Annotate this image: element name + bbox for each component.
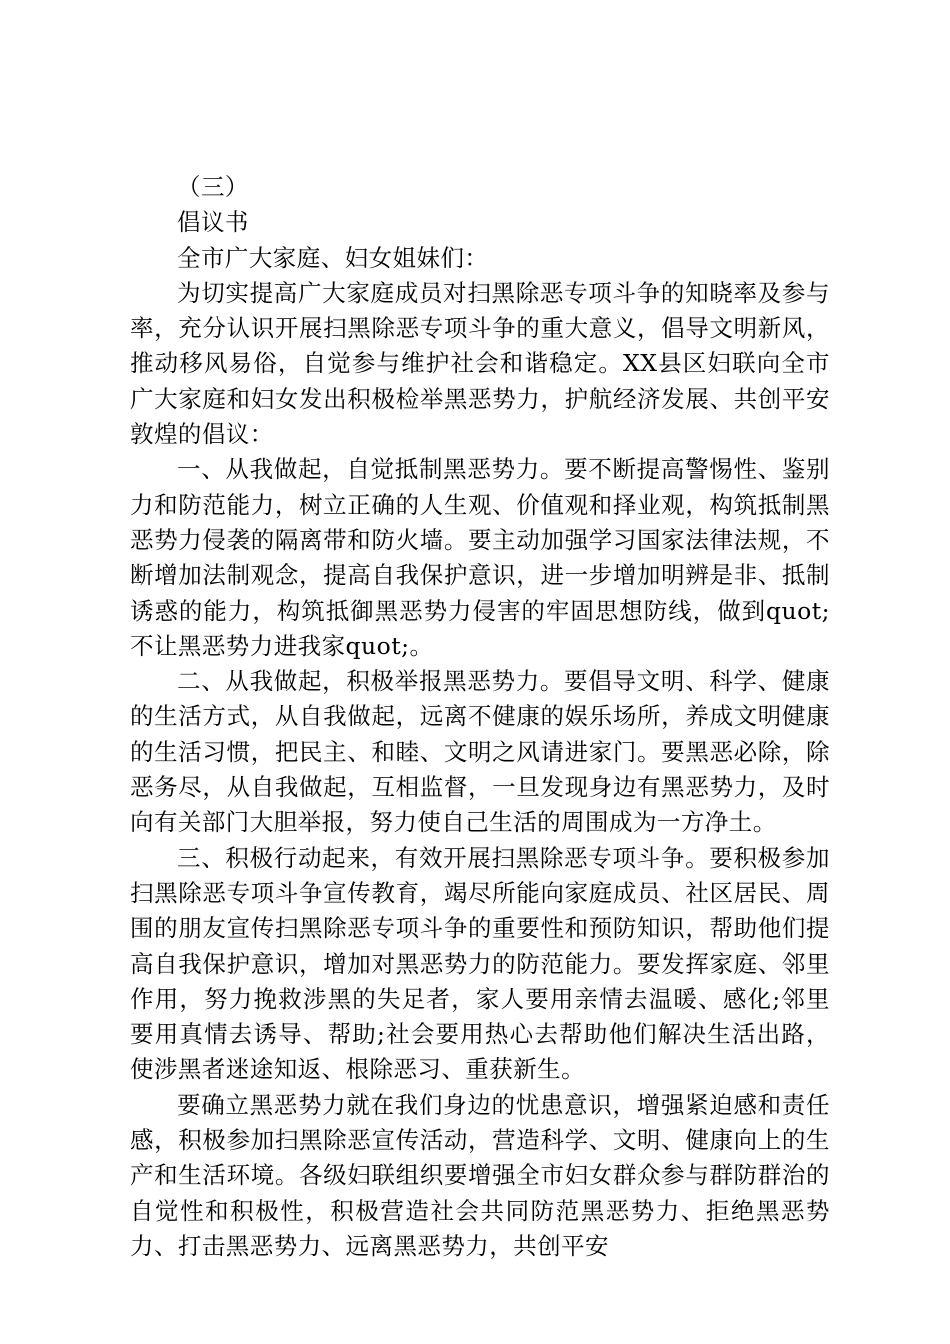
- paragraph-closing: 要确立黑恶势力就在我们身边的忧患意识，增强紧迫感和责任感，积极参加扫黑除恶宣传活动，营造科学、文明、健康向上的生产和生活环境。各级妇联组织要增强全市妇女群众参与群防群治的自觉性和积极性，积极营造社会共同防范黑恶势力、拒绝黑恶势力、打击黑恶势力、远离黑恶势力，共创平安: [130, 1090, 830, 1260]
- salutation: 全市广大家庭、妇女姐妹们：: [177, 243, 489, 272]
- document-body: [130, 170, 830, 1264]
- paragraph-point-1: 一、从我做起，自觉抵制黑恶势力。要不断提高警惕性、鉴别力和防范能力，树立正确的人生观、价值观和择业观，构筑抵制黑恶势力侵袭的隔离带和防火墙。要主动加强学习国家法律法规，不断增加法制观念，提高自我保护意识，进一步增加明辨是非、抵制诱惑的能力，构筑抵御黑恶势力侵害的牢固思想防线，做到quot;不让黑恶势力进我家quot;。: [130, 455, 830, 660]
- paragraph-intro: 为切实提高广大家庭成员对扫黑除恶专项斗争的知晓率及参与率，充分认识开展扫黑除恶专项斗争的重大意义，倡导文明新风，推动移风易俗，自觉参与维护社会和谐稳定。XX县区妇联向全市广大家庭和妇女发出积极检举黑恶势力，护航经济发展、共创平安敦煌的倡议：: [130, 278, 830, 449]
- document-title: 倡议书: [177, 208, 249, 237]
- section-number: （三）: [177, 173, 249, 201]
- paragraph-point-3: 三、积极行动起来，有效开展扫黑除恶专项斗争。要积极参加扫黑除恶专项斗争宣传教育，竭尽所能向家庭成员、社区居民、周围的朋友宣传扫黑除恶专项斗争的重要性和预防知识，帮助他们提高自我保护意识，增加对黑恶势力的防范能力。要发挥家庭、邻里作用，努力挽救涉黑的失足者，家人要用亲情去温暖、感化;邻里要用真情去诱导、帮助;社会要用热心去帮助他们解决生活出路，使涉黑者迷途知返、根除恶习、重获新生。: [130, 843, 830, 1084]
- paragraph-point-2: 二、从我做起，积极举报黑恶势力。要倡导文明、科学、健康的生活方式，从自我做起，远离不健康的娱乐场所，养成文明健康的生活习惯，把民主、和睦、文明之风请进家门。要黑恶必除，除恶务尽，从自我做起，互相监督，一旦发现身边有黑恶势力，及时向有关部门大胆举报，努力使自己生活的周围成为一方净土。: [130, 667, 830, 837]
